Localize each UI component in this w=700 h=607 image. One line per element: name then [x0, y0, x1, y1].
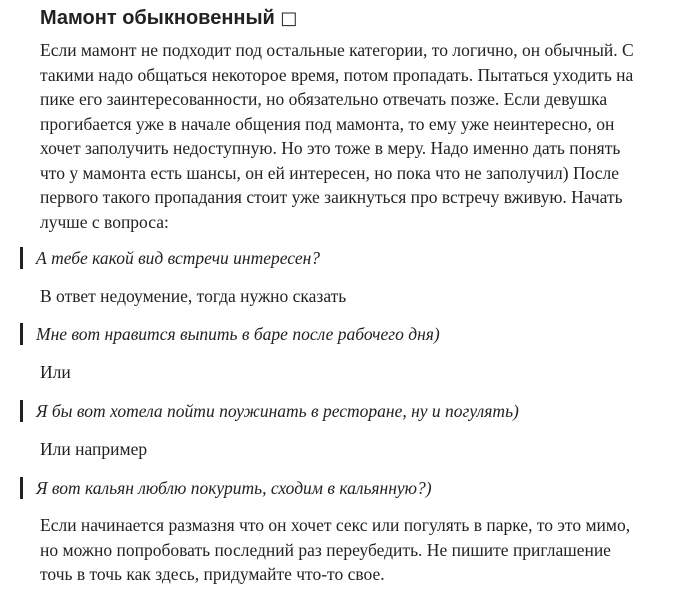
quote-text: А тебе какой вид встречи интересен?: [36, 248, 321, 268]
paragraph-line: первого такого пропадания стоит уже заикнуться про встречу вживую. Начать: [40, 187, 623, 207]
missing-glyph-icon: □: [280, 8, 298, 29]
paragraph-reply-3: [40, 437, 670, 462]
paragraph-line: такими надо общаться некоторое время, потом пропадать. Пытаться уходить на: [40, 64, 634, 85]
paragraph-line: Или например: [40, 439, 148, 459]
intro-paragraph: [40, 38, 670, 234]
paragraph-line: но можно попробовать последний раз переубедить. Не пишите приглашение: [40, 539, 611, 560]
paragraph-line: лучше с вопроса:: [40, 211, 169, 232]
article-heading: [40, 4, 297, 33]
paragraph-line: хочет заполучить недоступную. Но это тоже в меру. Надо именно дать понять: [40, 138, 621, 158]
paragraph-line: что у мамонта есть шансы, он ей интересен, но пока что не заполучил) После: [40, 162, 620, 183]
paragraph-line: точь в точь как здесь, придумайте что-то свое.: [40, 564, 385, 584]
heading-text: Мамонт обыкновенный: [40, 7, 275, 29]
paragraph-line: Если начинается размазня что он хочет секс или погулять в парке, то это мимо,: [40, 515, 631, 535]
paragraph-line: Или: [40, 362, 71, 382]
paragraph-reply-1: [40, 284, 670, 309]
paragraph-reply-2: [40, 360, 670, 385]
quote-text: Мне вот нравится выпить в баре после рабочего дня): [36, 324, 440, 344]
paragraph-line: В ответ недоумение, тогда нужно сказать: [40, 286, 347, 306]
quote-bar: [20, 247, 23, 269]
paragraph-line: Если мамонт не подходит под остальные категории, то логично, он обычный. С: [40, 40, 634, 60]
paragraph-line: пике его заинтересованности, но обязательно отвечать позже. Если девушка: [40, 89, 608, 109]
quote-text: Я вот кальян люблю покурить, сходим в кальянную?): [36, 478, 432, 498]
quote-bar: [20, 323, 23, 345]
quote-bar: [20, 477, 23, 499]
quote-text: Я бы вот хотела пойти поужинать в ресторане, ну и погулять): [36, 401, 519, 421]
paragraph-line: прогибается уже в начале общения под мамонта, то ему уже неинтересно, он: [40, 113, 615, 134]
outro-paragraph: [40, 513, 670, 587]
quote-bar: [20, 400, 23, 422]
